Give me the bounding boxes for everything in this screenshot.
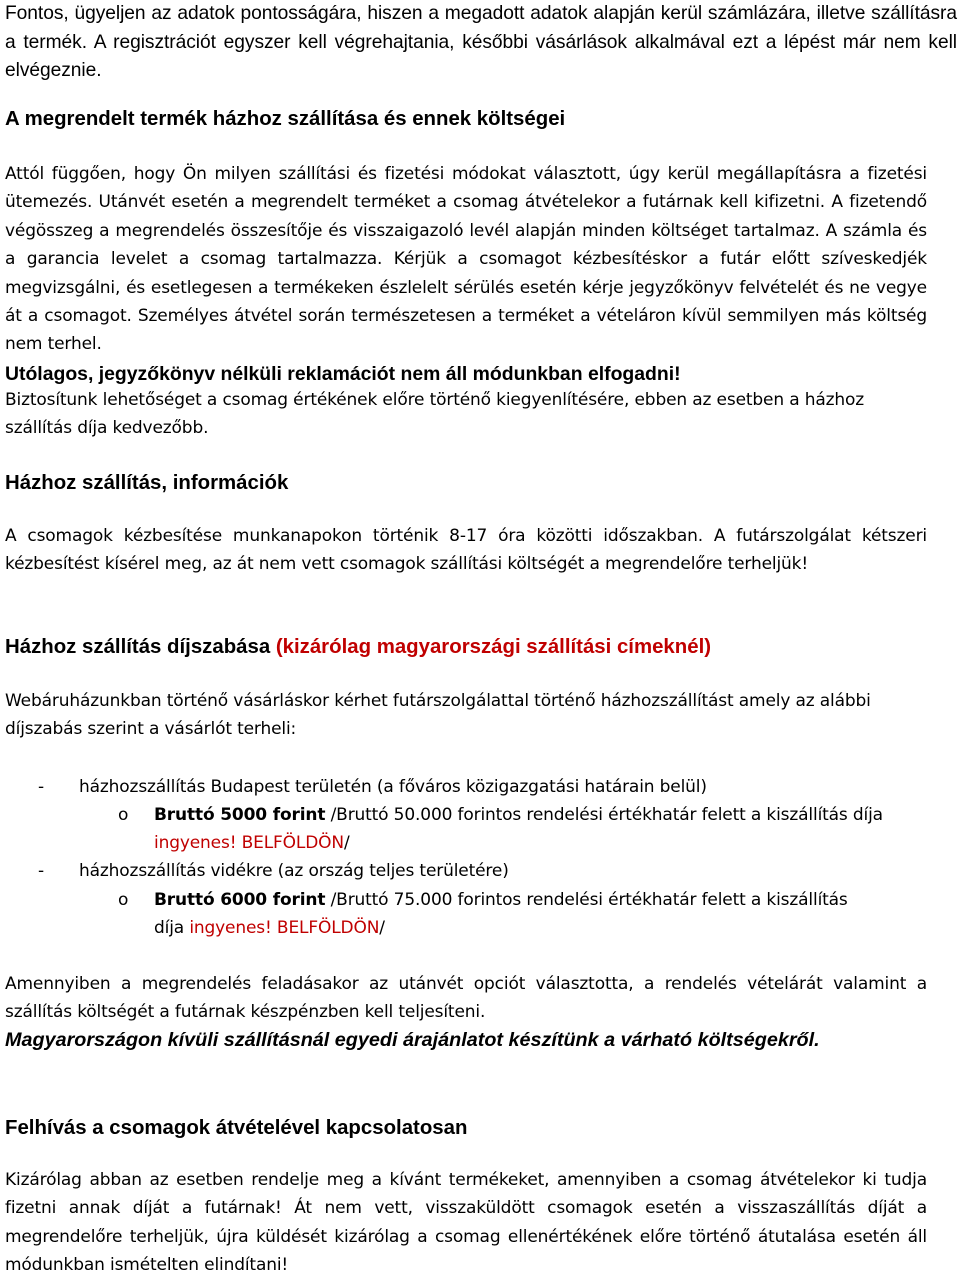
list-bullet-1: o (118, 805, 129, 825)
list-item-budapest: házhozszállítás Budapest területén (a főváros közigazgatási határain belül) (79, 777, 707, 797)
budapest-price-line (154, 801, 883, 829)
budapest-free-label: ingyenes! BELFÖLDÖN (154, 833, 344, 853)
cod-paragraph: Amennyiben a megrendelés feladásakor az utánvét opciót választotta, a rendelés vételárát valamint a szállítás költségét a futárnak készpénzben kell teljesíteni. (5, 974, 927, 1023)
pricing-intro-paragraph: Webáruházunkban történő vásárláskor kérhet futárszolgálattal történő házhozszállítást amely az alábbi díjszabás szerint a vásárlót terheli: (5, 691, 871, 740)
countryside-threshold: /Bruttó 75.000 forintos rendelési értékhatár felett a kiszállítás (325, 890, 848, 910)
countryside-free-line (154, 914, 385, 942)
budapest-slash: / (343, 833, 350, 853)
countryside-price: Bruttó 6000 forint (154, 890, 326, 910)
section-heading-pricing (5, 634, 711, 660)
countryside-price-line (154, 886, 848, 914)
intro-paragraph: Fontos, ügyeljen az adatok pontosságára, hiszen a megadott adatok alapján kerül számlázára, illetve szállításra a termék. A regisztrációt egyszer kell végrehajtania, későbbi vásárlások alkalmával ezt a lépést már nem kell elvégeznie. (5, 3, 957, 81)
list-bullet-2: o (118, 890, 129, 910)
countryside-slash: / (379, 918, 385, 938)
delivery-costs-paragraph: Attól függően, hogy Ön milyen szállítási és fizetési módokat választott, úgy kerül megállapításra a fizetési ütemezés. Utánvét esetén a megrendelt terméket a csomag átvételekor a futárnak kell kifizetni. A fizetendő végösszeg a megrendelés összesítője és visszaigazoló levél alapján minden költséget tartalmaz. A számla és a garancia levelet a csomag tartalmazza. Kérjük a csomagot kézbesítéskor a futár előtt szíveskedjék megvizsgálni, és esetlegesen a termékeken észlelelt sérülés esetén kérje jegyzőkönyv felvételét és ne vegye át a csomagot. Személyes átvétel során természetesen a terméket a vételáron kívül semmilyen más költség nem terhel. (5, 164, 927, 355)
section-heading-delivery-costs: A megrendelt termék házhoz szállítása és ennek költségei (5, 108, 566, 130)
countryside-free-label: ingyenes! BELFÖLDÖN (189, 918, 380, 938)
list-dash-1: - (38, 777, 44, 797)
pickup-paragraph: Kizárólag abban az esetben rendelje meg a kívánt termékeket, amennyiben a csomag átvételekor ki tudja fizetni annak díját a futárnak! Át nem vett, visszaküldött csomagok esetén a visszaszállítás díját a megrendelőre terheljük, újra küldését kizárólag a csomag ellenértékének előre történő átutalása esetén áll módunkban ismételten elindítani! (5, 1170, 927, 1276)
budapest-free-line (154, 829, 350, 857)
delivery-info-paragraph: A csomagok kézbesítése munkanapokon történik 8-17 óra közötti időszakban. A futárszolgálat kétszeri kézbesítést kísérel meg, az át nem vett csomagok szállítási költségét a megrendelőre terheljük! (5, 526, 927, 575)
list-dash-2: - (38, 861, 44, 881)
section-heading-pickup: Felhívás a csomagok átvételével kapcsolatosan (5, 1117, 468, 1139)
complaint-warning: Utólagos, jegyzőkönyv nélküli reklamációt nem áll módunkban elfogadni! (5, 363, 681, 385)
abroad-note: Magyarországon kívüli szállításnál egyedi árajánlatot készítünk a várható költségekről. (5, 1029, 820, 1051)
pricing-heading-restriction: (kizárólag magyarországi szállítási címeknél) (275, 636, 712, 658)
insurance-paragraph: Biztosítunk lehetőséget a csomag értékének előre történő kiegyenlítésére, ebben az esetben a házhoz szállítás díja kedvezőbb. (5, 390, 865, 439)
pricing-heading-main: Házhoz szállítás díjszabása (5, 636, 276, 658)
budapest-price: Bruttó 5000 forint (154, 805, 326, 825)
budapest-threshold: /Bruttó 50.000 forintos rendelési értékhatár felett a kiszállítás díja (325, 805, 883, 825)
list-item-countryside: házhozszállítás vidékre (az ország teljes területére) (79, 861, 509, 881)
countryside-prefix: díja (154, 918, 190, 938)
section-heading-delivery-info: Házhoz szállítás, információk (5, 472, 289, 494)
